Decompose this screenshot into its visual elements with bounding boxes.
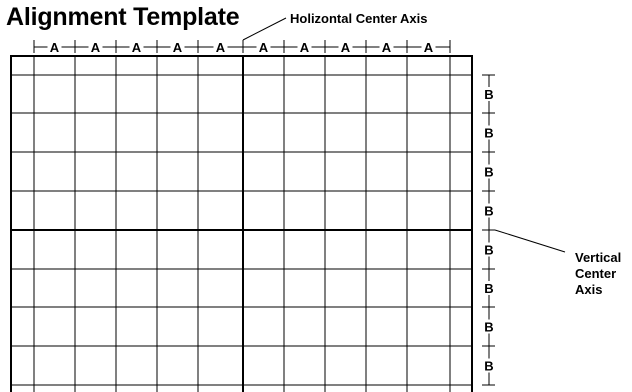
top-ruler-label-a: A — [258, 40, 269, 55]
top-ruler-label-a: A — [423, 40, 434, 55]
right-ruler-label-b: B — [484, 281, 494, 296]
right-ruler-label-b: B — [484, 164, 494, 180]
right-ruler-label-b: B — [484, 319, 494, 335]
top-ruler-label-a: A — [340, 40, 351, 55]
horizontal-axis-label: Holizontal Center Axis — [290, 11, 428, 26]
top-ruler — [34, 40, 450, 55]
top-ruler-label-a: A — [131, 40, 142, 55]
top-ruler-label-a: A — [381, 40, 392, 55]
top-ruler-label-a: A — [215, 40, 226, 55]
top-ruler-label-a: A — [90, 40, 101, 55]
vertical-axis-callout-line — [495, 230, 565, 252]
grid-lines — [11, 56, 472, 392]
page-title: Alignment Template — [6, 3, 240, 31]
right-ruler — [482, 75, 495, 385]
horizontal-axis-callout-line — [243, 18, 286, 40]
vertical-axis-label-line-3: Axis — [575, 282, 603, 297]
top-ruler-label-a: A — [49, 40, 60, 55]
vertical-axis-label-line-1: Vertical — [575, 250, 622, 265]
right-ruler-label-b: B — [484, 358, 494, 374]
right-ruler-label-b: B — [484, 87, 494, 102]
right-ruler-label-b: B — [484, 203, 494, 219]
vertical-axis-label-line-2: Center — [575, 266, 617, 281]
top-ruler-label-a: A — [172, 40, 183, 55]
right-ruler-label-b: B — [484, 125, 494, 141]
template-frame — [11, 56, 472, 392]
right-ruler-label-b: B — [484, 242, 494, 258]
top-ruler-label-a: A — [299, 40, 310, 55]
